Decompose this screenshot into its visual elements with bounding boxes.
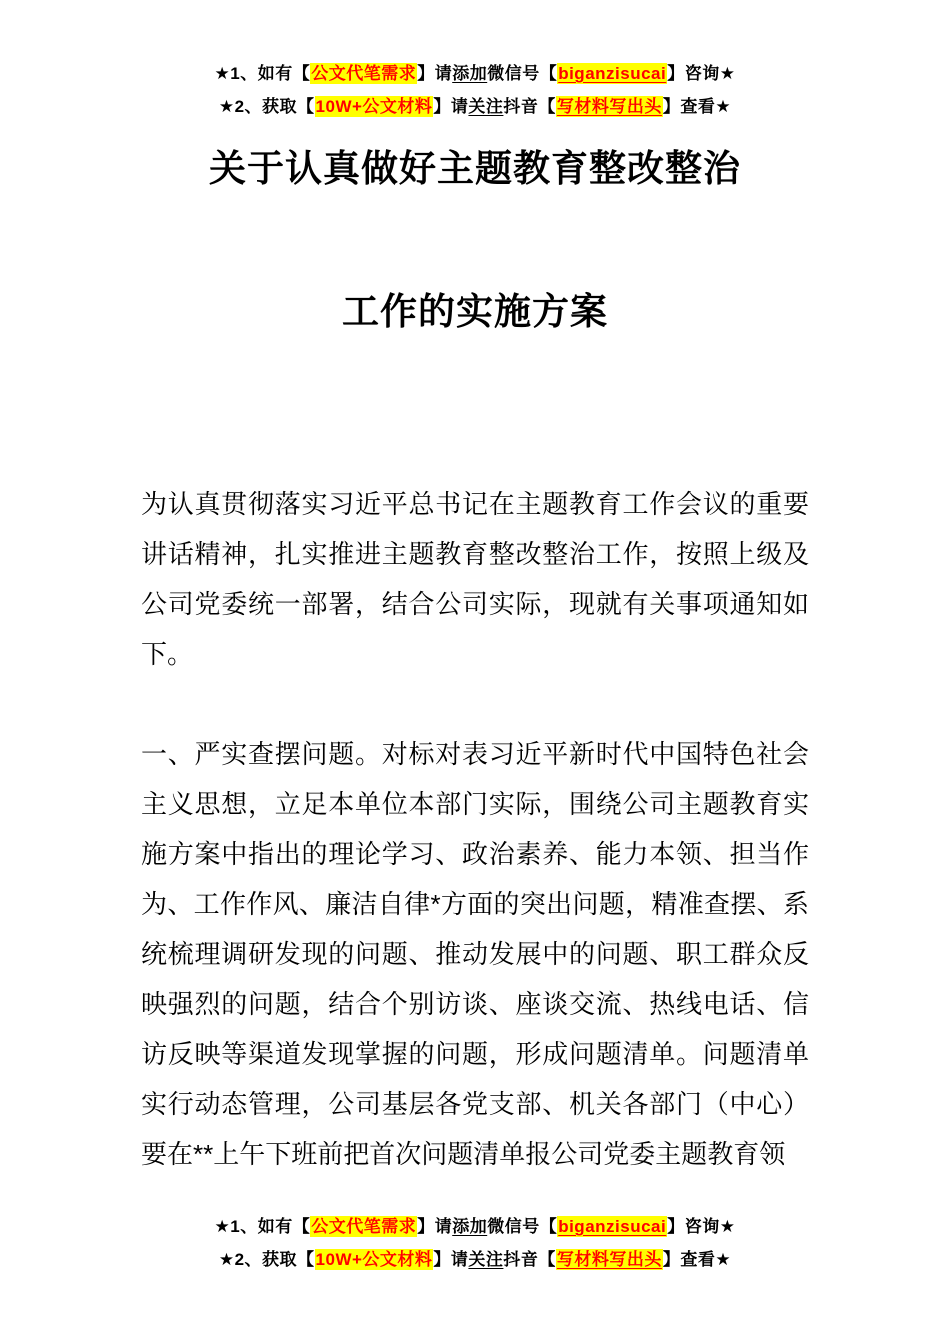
document-title-line-2: 工作的实施方案 [342,291,608,332]
promo-text: ★2、获取【 [218,1250,315,1269]
promo-text: 微信号【 [487,1217,558,1236]
promo-text: ★2、获取【 [218,97,315,116]
promo-highlight-materials: 10W+公文材料 [315,1250,433,1269]
promo-highlight-douyin-id: 写材料写出头 [556,97,662,116]
promo-highlight-materials: 10W+公文材料 [315,97,433,116]
body-paragraph-2: 一、严实查摆问题。对标对表习近平新时代中国特色社会主义思想，立足本单位本部门实际，围绕公司主题教育实施方案中指出的理论学习、政治素养、能力本领、担当作为、工作作风、廉洁自律*方面的突出问题，精准查摆、系统梳理调研发现的问题、推动发展中的问题、职工群众反映强烈的问题，结合个别访谈、座谈交流、热线电话、信访反映等渠道发现掌握的问题，形成问题清单。问题清单实行动态管理，公司基层各党支部、机关各部门（中心）要在**上午下班前把首次问题清单报公司党委主题教育领 [141,739,809,1169]
promo-underline-follow: 关注 [468,1250,504,1269]
footer-promo [0,1210,950,1276]
promo-text: ★1、如有【 [214,64,311,83]
document-title-line-1: 关于认真做好主题教育整改整治 [209,148,741,189]
promo-text: 】查看★ [662,1250,732,1269]
promo-highlight-writing-service: 公文代笔需求 [311,1217,417,1236]
promo-text: ★1、如有【 [214,1217,311,1236]
promo-text: 抖音【 [503,97,556,116]
promo-text: 微信号【 [487,64,558,83]
promo-highlight-wechat-id: biganzisucai [558,1217,667,1236]
promo-text: 】查看★ [662,97,732,116]
body-paragraph-1: 为认真贯彻落实习近平总书记在主题教育工作会议的重要讲话精神，扎实推进主题教育整改整治工作，按照上级及公司党委统一部署，结合公司实际，现就有关事项通知如下。 [141,489,809,669]
footer-promo-line-1 [0,1210,950,1243]
promo-highlight-wechat-id: biganzisucai [558,64,667,83]
promo-highlight-writing-service: 公文代笔需求 [311,64,417,83]
promo-underline-add: 添加 [452,64,488,83]
promo-text: 】咨询★ [667,1217,736,1236]
promo-text: 】请 [433,1250,469,1269]
header-promo-line-2 [0,90,950,123]
promo-underline-follow: 关注 [468,97,504,116]
promo-text: 】请 [433,97,469,116]
promo-underline-add: 添加 [452,1217,488,1236]
promo-text: 抖音【 [503,1250,556,1269]
header-promo-line-1 [0,57,950,90]
footer-promo-line-2 [0,1243,950,1276]
promo-highlight-douyin-id: 写材料写出头 [556,1250,662,1269]
header-promo [0,57,950,123]
promo-text: 】请 [417,64,453,83]
promo-text: 】请 [417,1217,453,1236]
document-body [141,479,809,1229]
promo-text: 】咨询★ [667,64,736,83]
